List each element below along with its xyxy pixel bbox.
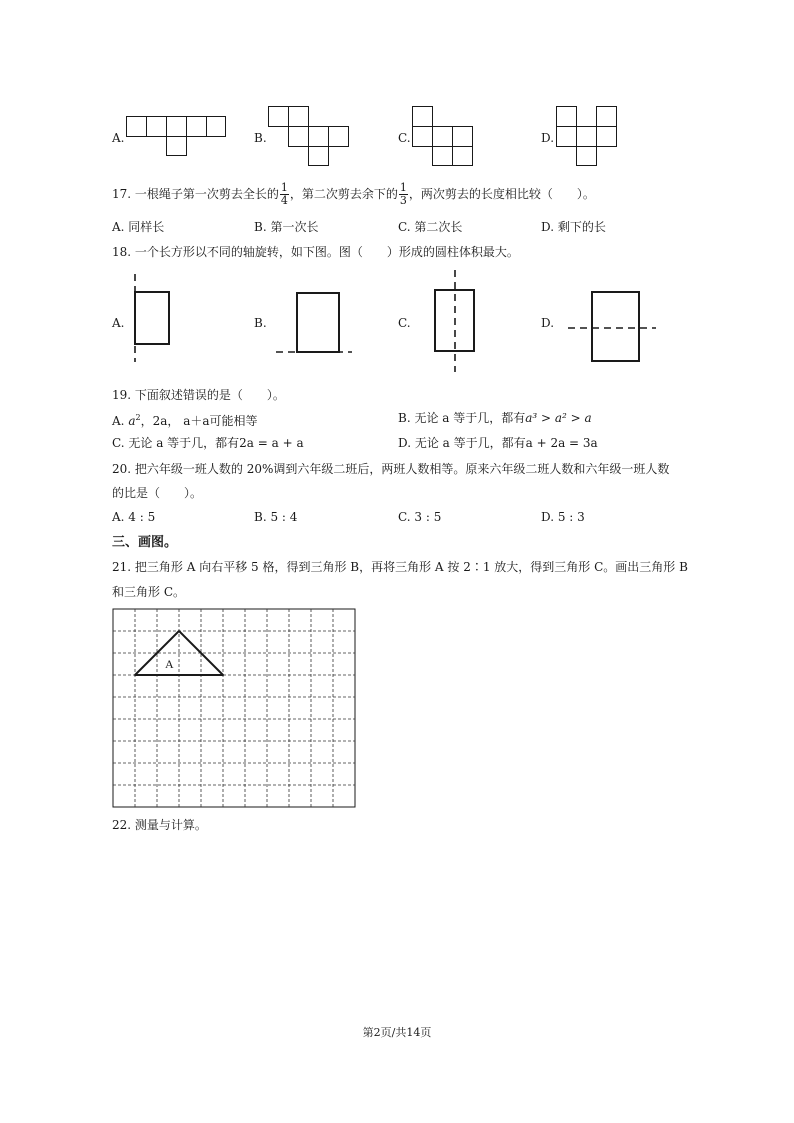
- q17-stem: [112, 180, 595, 208]
- q16-net-c: [412, 106, 474, 166]
- q19-c-prefix: C. 无论 a 等于几，都有: [112, 436, 240, 450]
- q20-option-a: A. 4 : 5: [112, 510, 156, 524]
- q18-figure-c: [428, 268, 484, 374]
- q18-figure-d: [566, 288, 660, 364]
- q18-option-d-label: D.: [541, 316, 555, 330]
- q16-option-d-label: D.: [541, 131, 555, 145]
- q21-grid: [112, 608, 354, 806]
- section-title: 三、画图。: [112, 535, 178, 550]
- q20-stem-line1: 20. 把六年级一班人数的 20%调到六年级二班后，两班人数相等。原来六年级二班人数和六年级一班人数: [112, 462, 670, 476]
- q19-b-expr: a³ > a² > a: [525, 411, 592, 425]
- triangle-a-label: A: [165, 657, 174, 671]
- q18-option-a-label: A.: [112, 316, 125, 330]
- q22-stem: 22. 测量与计算。: [112, 818, 207, 832]
- q18-stem: 18. 一个长方形以不同的轴旋转，如下图。图（ ）形成的圆柱体积最大。: [112, 245, 519, 259]
- page-footer: 第2页/共14页: [362, 1026, 432, 1039]
- q18-figure-b: [274, 288, 356, 358]
- q20-option-d: D. 5 : 3: [541, 510, 585, 524]
- q16-net-a: [126, 116, 226, 156]
- q17-frac2-numerator: 1: [399, 181, 407, 194]
- q19-option-b: [398, 411, 592, 425]
- q17-option-c: C. 第二次长: [398, 220, 463, 234]
- q19-d-expr: a + 2a = 3a: [525, 436, 598, 450]
- q19-stem: 19. 下面叙述错误的是（ ）。: [112, 388, 285, 402]
- q20-option-c: C. 3 : 5: [398, 510, 442, 524]
- q16-option-c-label: C.: [398, 131, 411, 145]
- q20-stem-line2: 的比是（ ）。: [112, 486, 203, 500]
- q17-text-a: 17. 一根绳子第一次剪去全长的: [112, 187, 279, 201]
- q17-frac1-numerator: 1: [280, 181, 288, 194]
- q16-option-b-label: B.: [254, 131, 267, 145]
- q19-a-expr2: a＋a: [183, 414, 210, 428]
- q17-text-c: ，两次剪去的长度相比较（ ）。: [408, 187, 595, 201]
- q17-option-a: A. 同样长: [112, 220, 165, 234]
- q19-a-expr1: a: [128, 414, 136, 428]
- q19-a-rest: ，2a，: [140, 414, 180, 428]
- q16-net-d: [556, 106, 618, 166]
- q19-a-tail: 可能相等: [209, 414, 258, 428]
- q17-frac1-denominator: 4: [280, 194, 288, 207]
- q19-b-prefix: B. 无论 a 等于几，都有: [398, 411, 526, 425]
- q19-option-d: [398, 436, 598, 450]
- q20-option-b: B. 5 : 4: [254, 510, 298, 524]
- q19-d-prefix: D. 无论 a 等于几，都有: [398, 436, 526, 450]
- q19-a-sup: 2: [135, 413, 141, 422]
- q19-c-expr: 2a = a + a: [239, 436, 304, 450]
- q17-text-b: ，第二次剪去余下的: [289, 187, 398, 201]
- q18-option-c-label: C.: [398, 316, 411, 330]
- q19-option-c: [112, 436, 304, 450]
- q19-a-prefix: A.: [112, 414, 125, 428]
- grid-border: [113, 609, 355, 807]
- q21-stem-line1: 21. 把三角形 A 向右平移 5 格，得到三角形 B，再将三角形 A 按 2∶1 放大，得到三角形 C。画出三角形 B: [112, 560, 688, 574]
- q17-frac2-denominator: 3: [399, 194, 407, 207]
- q18-option-b-label: B.: [254, 316, 267, 330]
- q16-option-a-label: A.: [112, 131, 125, 145]
- q17-fraction-2: [399, 182, 408, 207]
- q17-option-d: D. 剩下的长: [541, 220, 606, 234]
- q16-net-b: [268, 106, 350, 166]
- q17-fraction-1: [280, 182, 289, 207]
- q17-option-b: B. 第一次长: [254, 220, 319, 234]
- q21-stem-line2: 和三角形 C。: [112, 585, 185, 599]
- q19-option-a: [112, 411, 258, 428]
- q18-figure-a: [126, 272, 176, 364]
- grid-lines: [113, 609, 355, 807]
